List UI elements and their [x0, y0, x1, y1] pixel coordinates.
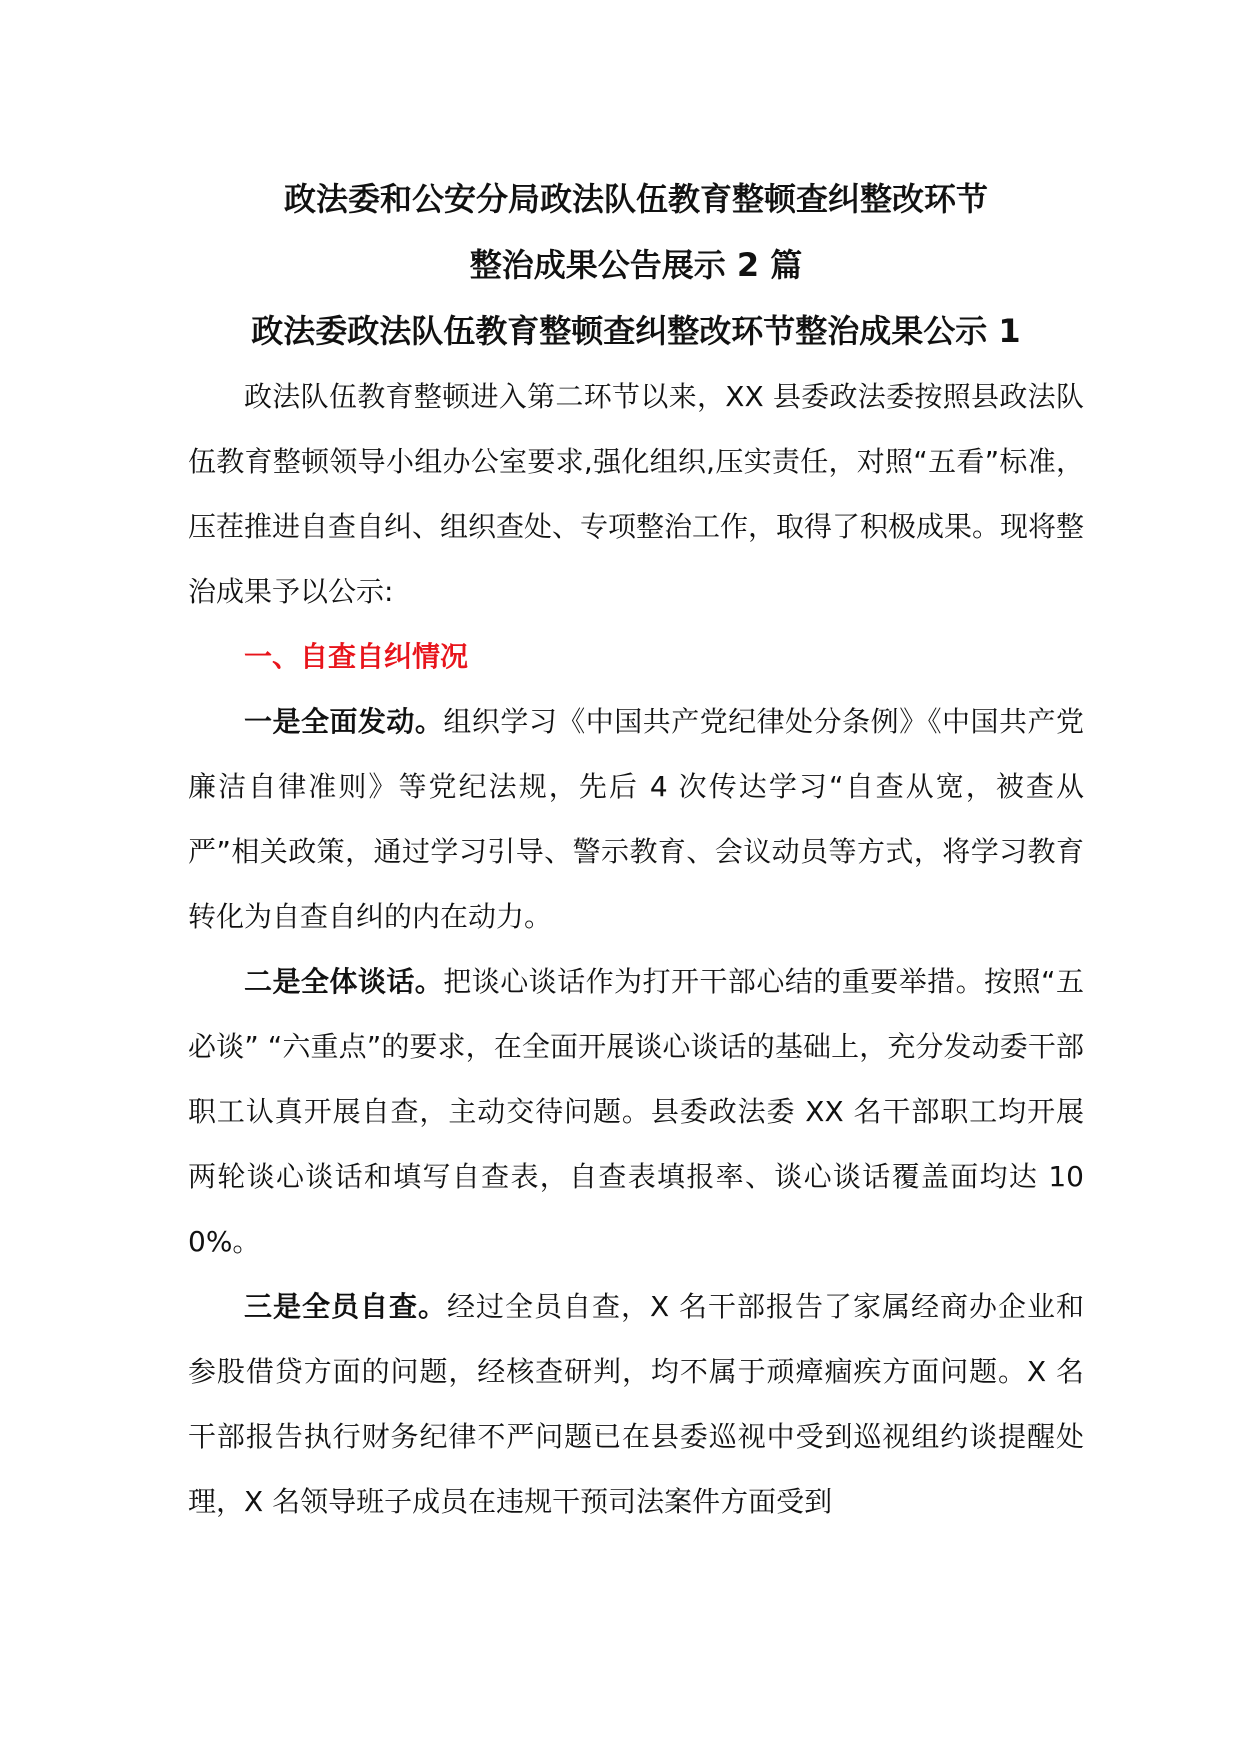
intro-paragraph: 政法队伍教育整顿进入第二环节以来，XX 县委政法委按照县政法队伍教育整顿领导小组办公室要求,强化组织,压实责任，对照“五看”标准，压茬推进自查自纠、组织查处、专项整治工作，取得了积极成果。现将整治成果予以公示: [188, 380, 1085, 608]
document-title-line-2: 整治成果公告展示 2 篇 [469, 246, 803, 284]
paragraph-all-self-check [188, 1274, 1084, 1534]
document-subtitle: 政法委政法队伍教育整顿查纠整改环节整治成果公示 1 [251, 312, 1021, 350]
section-heading-self-check: 一、自查自纠情况 [244, 640, 469, 673]
paragraph-text: 经过全员自查，X 名干部报告了家属经商办企业和参股借贷方面的问题，经核查研判，均不属于顽瘴痼疾方面问题。X 名干部报告执行财务纪律不严问题已在县委巡视中受到巡视组约谈提醒处理，X 名领导班子成员在违规干预司法案件方面受到 [188, 1290, 1084, 1518]
paragraph-lead: 三是全员自查。 [244, 1290, 447, 1323]
paragraph-text: 组织学习《中国共产党纪律处分条例》《中国共产党廉洁自律准则》等党纪法规，先后 4 次传达学习“自查从宽，被查从严”相关政策，通过学习引导、警示教育、会议动员等方式，将学习教育转化为自查自纠的内在动力。 [188, 705, 1084, 933]
paragraph-lead: 二是全体谈话。 [244, 965, 444, 998]
paragraph-full-mobilization [188, 689, 1084, 949]
document-body [188, 166, 1084, 1534]
document-title-line-1: 政法委和公安分局政法队伍教育整顿查纠整改环节 [283, 180, 988, 218]
paragraph-text: 把谈心谈话作为打开干部心结的重要举措。按照“五必谈” “六重点”的要求，在全面开展谈心谈话的基础上，充分发动委干部职工认真开展自查，主动交待问题。县委政法委 XX 名干部职工均开展两轮谈心谈话和填写自查表，自查表填报率、谈心谈话覆盖面均达 100%。 [188, 965, 1084, 1258]
paragraph-all-talks [188, 949, 1084, 1274]
paragraph-lead: 一是全面发动。 [244, 705, 444, 738]
